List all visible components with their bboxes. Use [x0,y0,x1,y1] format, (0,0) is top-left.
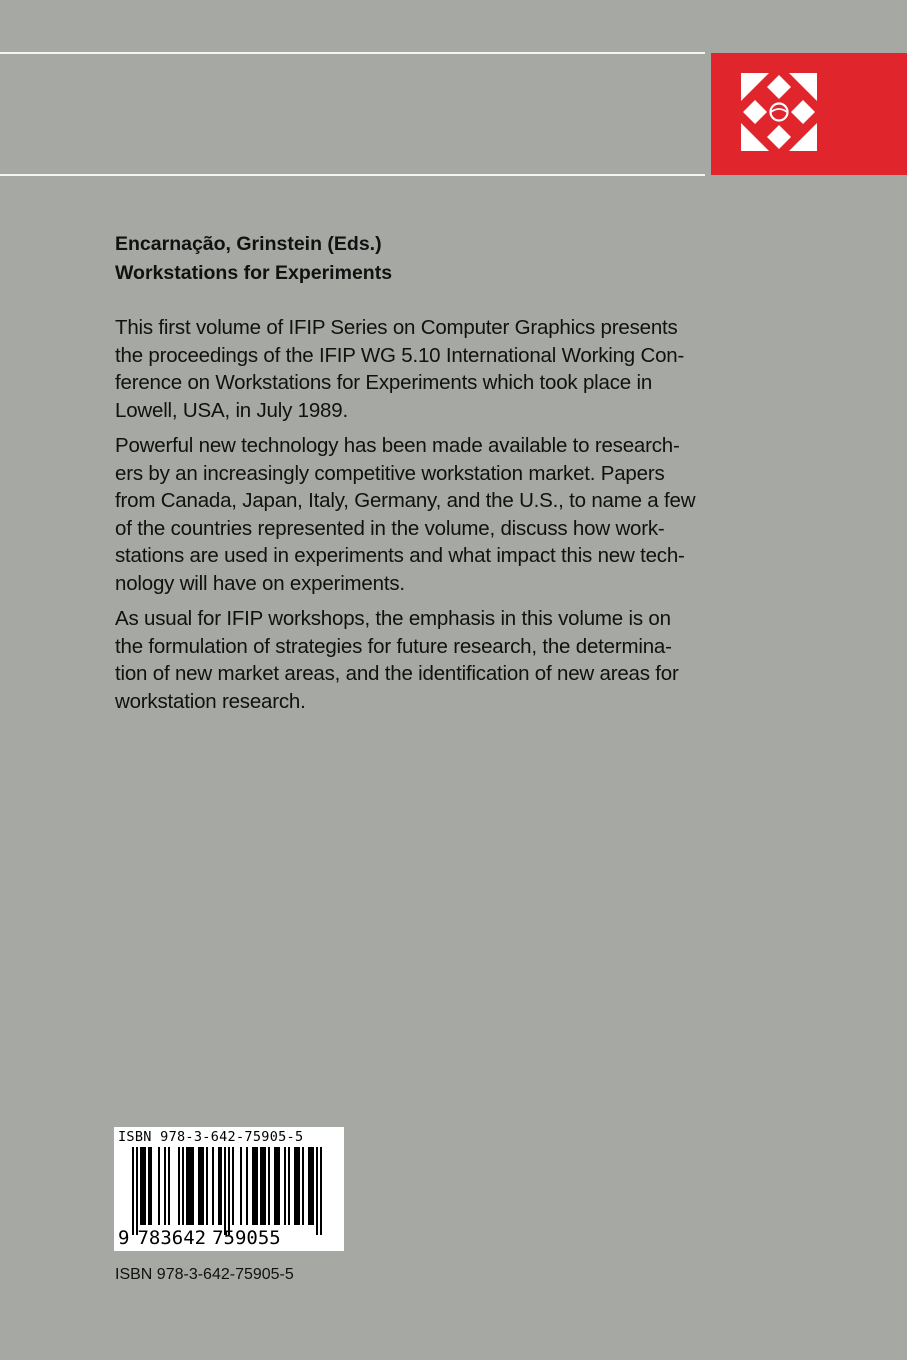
barcode-bar [284,1147,286,1225]
description-paragraph-3 [115,605,755,715]
text-line: from Canada, Japan, Italy, Germany, and the U.S., to name a few [115,489,696,512]
barcode-bars [118,1147,340,1237]
barcode-bar [320,1147,322,1235]
barcode-bar [268,1147,270,1225]
description-paragraph-2 [115,432,755,597]
top-rule [0,52,705,54]
book-heading [115,230,392,288]
barcode-bar [276,1147,278,1225]
text-line: the proceedings of the IFIP WG 5.10 International Working Con- [115,343,685,367]
text-line: ers by an increasingly competitive workstation market. Papers [115,461,665,485]
barcode-bar [308,1147,310,1225]
text-line: tion of new market areas, and the identification of new areas for [115,662,679,685]
text-line: nology will have on experiments. [115,571,405,595]
barcode-digit-group-1: 783642 [137,1227,207,1249]
text-line: As usual for IFIP workshops, the emphasis in this volume is on [115,607,671,630]
barcode-bar [150,1147,152,1225]
barcode-bar [294,1147,296,1225]
barcode-bar [246,1147,248,1225]
barcode-bar [310,1147,312,1225]
barcode-bar [212,1147,214,1225]
barcode-bar [144,1147,146,1225]
barcode-bar [206,1147,208,1225]
barcode-bar [158,1147,160,1225]
barcode-bar [132,1147,134,1235]
text-line: the formulation of strategies for future research, the determina- [115,634,672,658]
barcode-bar [186,1147,188,1225]
barcode-bar [298,1147,300,1225]
barcode-bar [202,1147,204,1225]
text-line: Powerful new technology has been made available to research- [115,434,680,457]
barcode-bar [148,1147,150,1225]
barcode-bar [220,1147,222,1225]
barcode-bar [316,1147,318,1235]
text-line: This first volume of IFIP Series on Computer Graphics presents [115,316,678,339]
barcode-digit-first: 9 [118,1227,130,1249]
barcode-bar [288,1147,290,1225]
barcode-bar [254,1147,256,1225]
barcode-digits [118,1227,281,1249]
barcode-bar [278,1147,280,1225]
publisher-logo-box [711,53,907,175]
ifip-logo-icon [733,65,825,159]
book-title: Workstations for Experiments [115,262,393,284]
bottom-rule [0,174,705,176]
barcode-bar [140,1147,142,1225]
text-line: workstation research. [115,689,306,713]
barcode-bar [164,1147,166,1225]
barcode-bar [218,1147,220,1225]
barcode-bar [302,1147,304,1225]
text-line: stations are used in experiments and what impact this new tech- [115,544,685,567]
barcode-digit-group-2: 759055 [212,1227,281,1249]
barcode-bar [296,1147,298,1225]
barcode-bar [192,1147,194,1225]
barcode-bar [198,1147,200,1225]
barcode-bar [136,1147,138,1235]
barcode-bar [252,1147,254,1225]
editors-line: Encarnação, Grinstein (Eds.) [115,233,382,255]
barcode-bar [232,1147,234,1225]
book-description [115,314,755,723]
barcode-isbn-label: ISBN 978-3-642-75905-5 [118,1129,304,1145]
barcode-bar [142,1147,144,1225]
barcode-bar [260,1147,262,1225]
barcode-bar [264,1147,266,1225]
description-paragraph-1 [115,314,755,424]
barcode-bar [228,1147,230,1235]
text-line: of the countries represented in the volume, discuss how work- [115,516,665,540]
barcode-bar [200,1147,202,1225]
barcode-bar [190,1147,192,1225]
barcode-bar [178,1147,180,1225]
barcode-bar [312,1147,314,1225]
barcode-bar [188,1147,190,1225]
barcode-bar [168,1147,170,1225]
barcode-bar [182,1147,184,1225]
barcode-bar [240,1147,242,1225]
text-line: Lowell, USA, in July 1989. [115,398,348,422]
barcode [114,1127,344,1251]
isbn-caption: ISBN 978-3-642-75905-5 [115,1266,294,1283]
barcode-bar [274,1147,276,1225]
barcode-bar [262,1147,264,1225]
barcode-bar [224,1147,226,1235]
barcode-bar [256,1147,258,1225]
text-line: ference on Workstations for Experiments which took place in [115,371,653,394]
